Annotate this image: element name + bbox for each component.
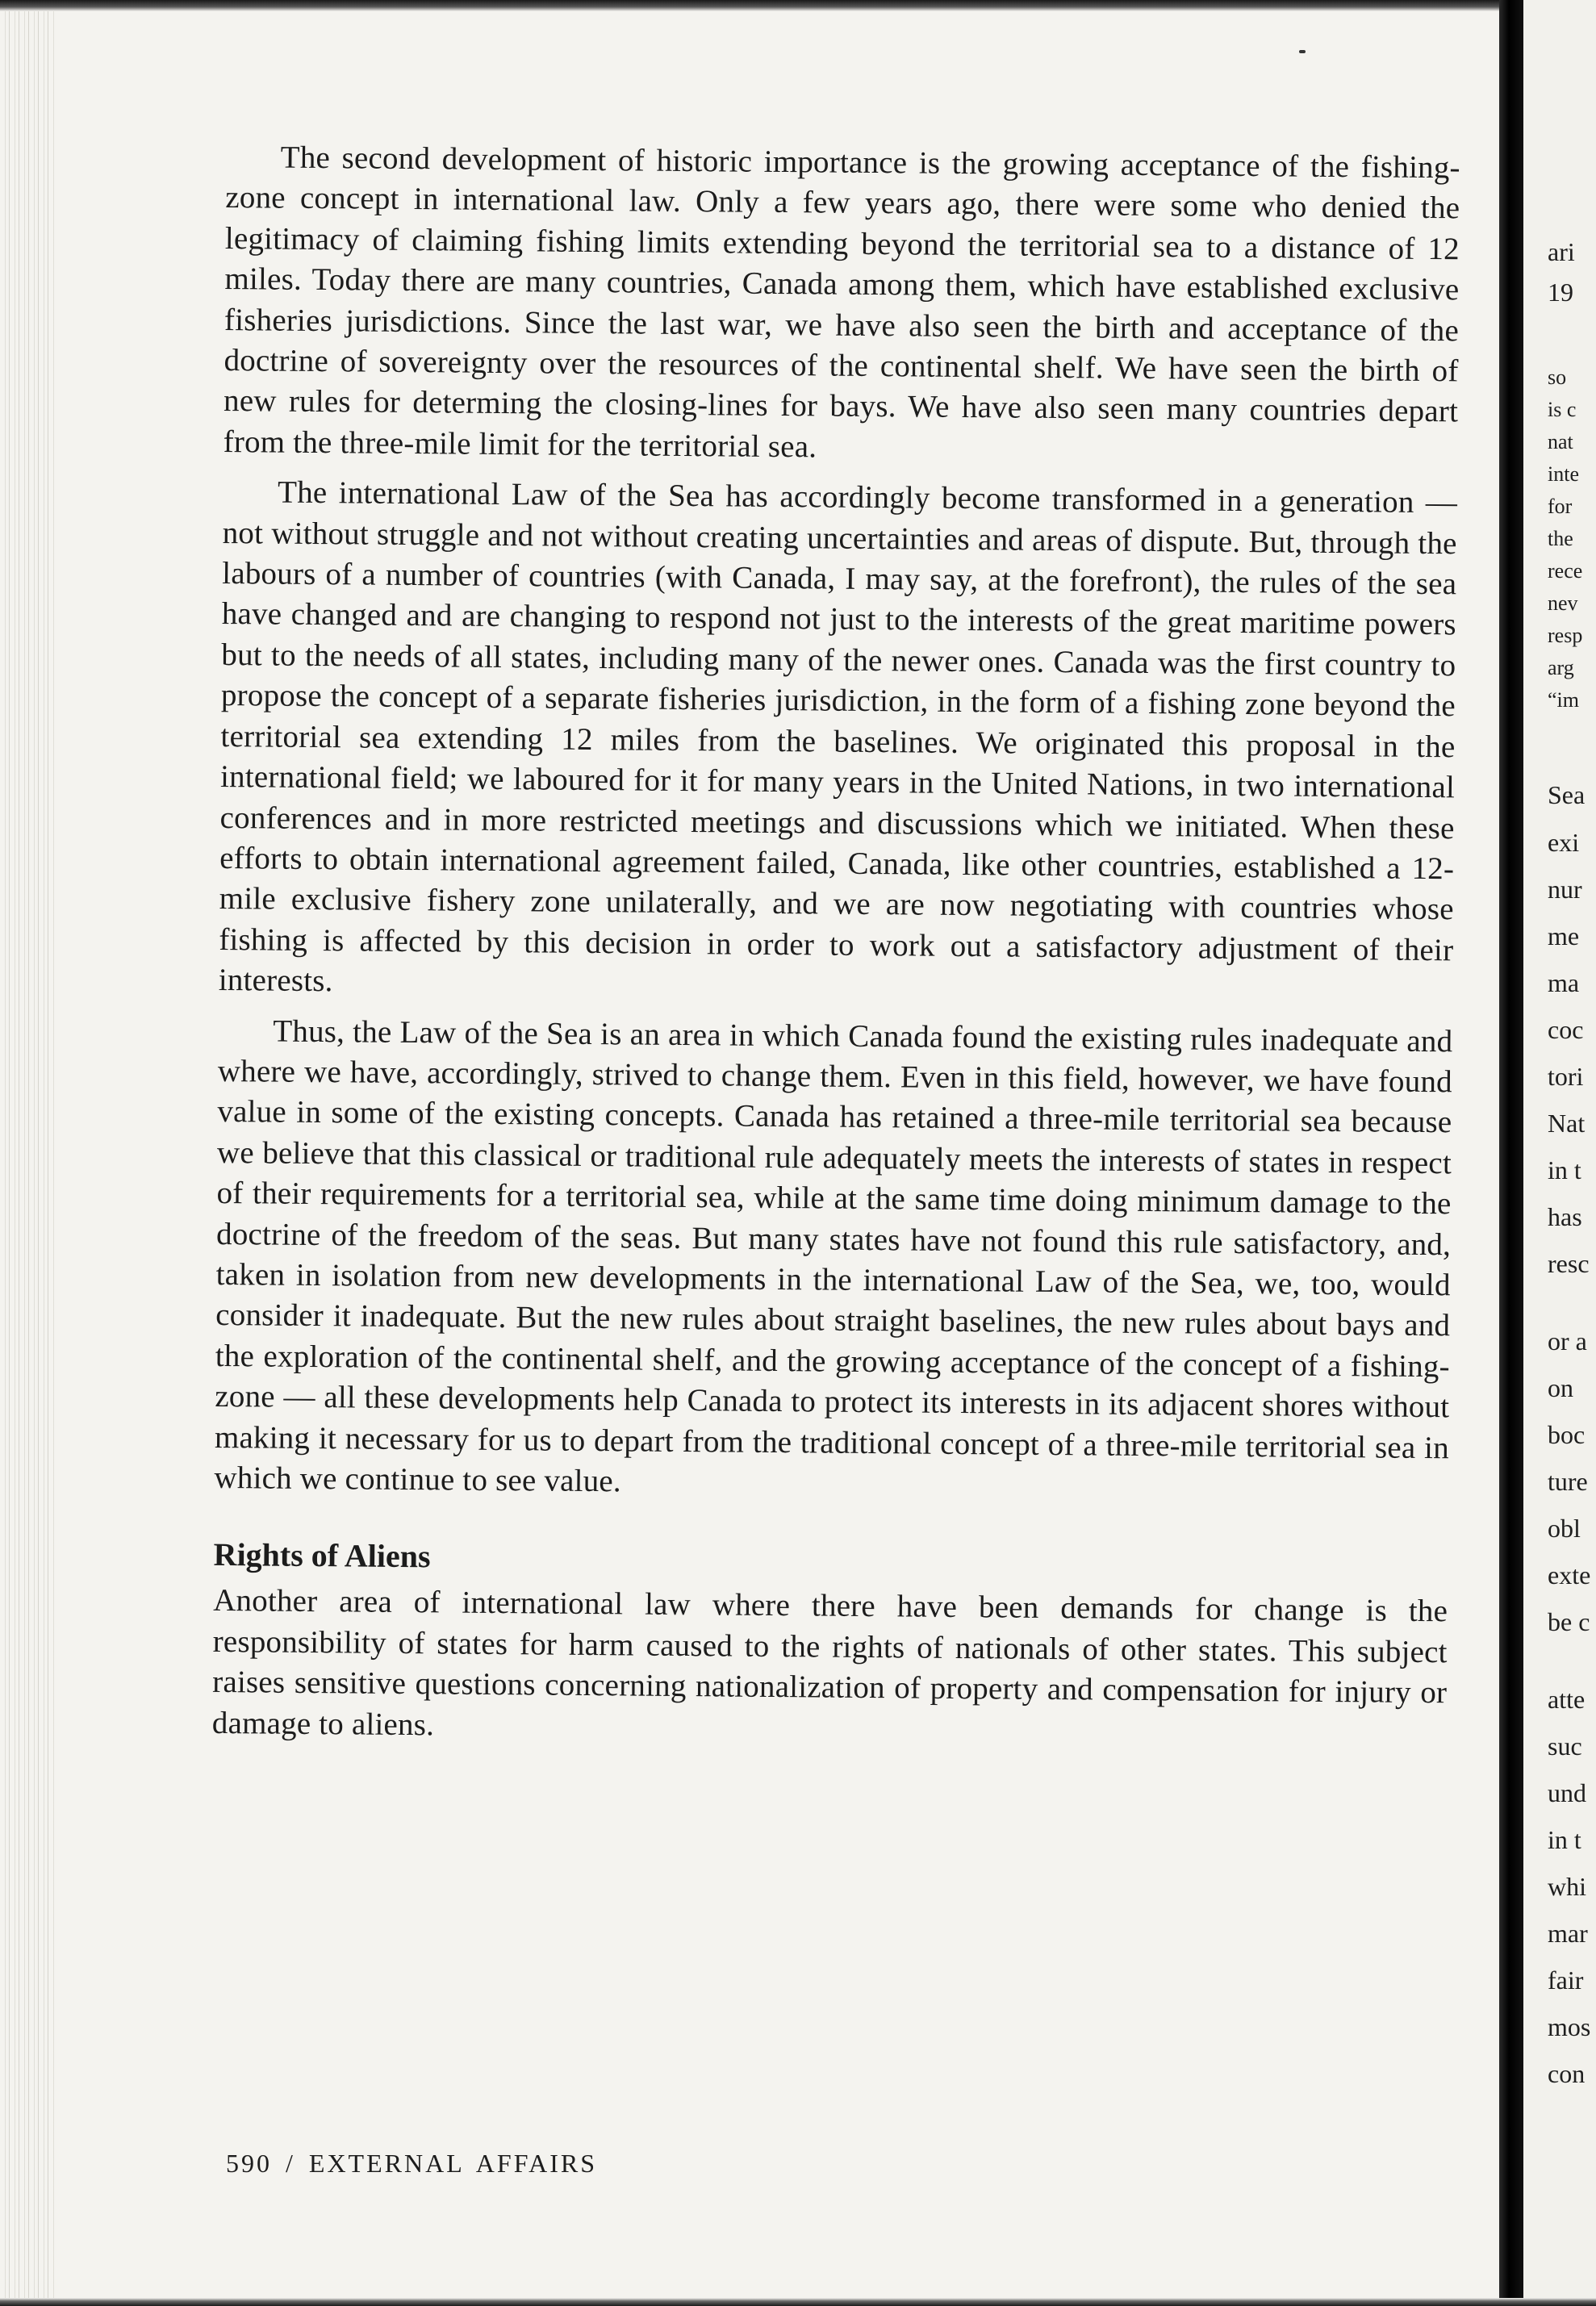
next-page-fragment: ari [1548,237,1575,266]
next-page-fragment: obl [1548,1514,1581,1543]
next-page-fragment: fair [1548,1966,1584,1995]
next-page-fragment: whi [1548,1872,1586,1901]
next-page-fragment: has [1548,1202,1582,1231]
next-page-fragment: exte [1548,1560,1591,1590]
next-page-fragment: coc [1548,1015,1584,1044]
paragraph-fishing-zone: The second development of historic importance is the growing acceptance of the fishing-zone concept in international law. Only a few years ago, there were some who denied the legitimacy of claiming fishing limits extending beyond the territorial sea to a distance of 12 miles. Today there are many countries, Canada among them, which have established exclusive fisheries jurisdictions. Since the last war, we have also seen the birth and acceptance of the doctrine of sovereignty over the resources of the continental shelf. We have seen the birth of new rules for determing the closing-lines for bays. We have also seen many countries depart from the three-mile limit for the territorial sea. [223,140,1460,465]
scan-speck [1299,50,1306,53]
paragraph-rights-of-aliens: Another area of international law where there have been demands for change is the responsibility of states for harm caused to the rights of nationals of other states. This subject raises sensitive questions concerning nationalization of property and compensation for injury or damage to aliens. [211,1583,1448,1742]
paragraph-three-mile-sea: Thus, the Law of the Sea is an area in which Canada found the existing rules inadequate and where we have, accordingly, strived to change them. Even in this field, however, we have found value in some of the existing concepts. Canada has retained a three-mile territorial sea because we believe that this classical or traditional rule adequately meets the interests of states in respect of their requirements for a territorial sea, while at the same time doing minimum damage to the doctrine of the freedom of the seas. But many states have not found this rule satisfactory, and, taken in isolation from new developments in the international Law of the Sea, we, too, would consider it inadequate. But the new rules about straight baselines, the new rules about bays and the exploration of the continental shelf, and the growing acceptance of the concept of a fishing-zone — all these developments help Canada to protect its interests in its adjacent shores without making it necessary for us to depart from the traditional concept of a three-mile territorial sea in which we continue to see value. [214,1013,1453,1499]
next-page-fragment: the [1548,527,1573,550]
next-page-fragment: resc [1548,1249,1590,1278]
next-page-fragment: so [1548,366,1567,389]
paragraph-law-of-sea-transformed: The international Law of the Sea has accordingly become transformed in a generation — not without struggle and not without creating uncertainties and areas of dispute. But, through the labours of a number of countries (with Canada, I may say, at the forefront), the rules of the sea have changed and are changing to respond not just to the interests of the great maritime powers but to the needs of all states, including many of the newer ones. Canada was the first country to propose the concept of a separate fisheries jurisdiction, in the form of a fishing zone beyond the territorial sea extending 12 miles from the baselines. We originated this proposal in the international field; we laboured for it for many years in the United Nations, in two international conferences and in more restricted meetings and discussions which we initiated. When these efforts to obtain international agreement failed, Canada, like other countries, established a 12-mile exclusive fishery zone unilaterally, and we are now negotiating with countries whose fishing is affected by this decision in order to work out a satisfactory adjustment of their interests. [218,474,1458,999]
next-page-fragment: Sea [1548,780,1586,809]
next-page-fragment: for [1548,495,1573,518]
next-page-fragment: in t [1548,1825,1581,1854]
scan-top-border [0,0,1596,11]
next-page-fragment: nev [1548,591,1578,615]
next-page-fragment: nat [1548,430,1573,453]
next-page-fragment: 19 [1548,278,1573,307]
next-page-fragment: atte [1548,1685,1586,1714]
next-page-fragment: con [1548,2059,1586,2088]
next-page-fragment: nur [1548,875,1582,904]
next-page-fragment: on [1548,1373,1573,1402]
next-page-fragment: Nat [1548,1109,1586,1138]
next-page-fragment: und [1548,1778,1586,1807]
next-page-fragment: boc [1548,1420,1586,1449]
binding-edge [0,0,56,2306]
page-folio: 590 / EXTERNAL AFFAIRS [226,2149,598,2178]
next-page-fragment: exi [1548,828,1580,857]
next-page-fragment: is c [1548,398,1577,421]
next-page-fragment: in t [1548,1155,1581,1184]
next-page-fragment: ma [1548,968,1580,997]
next-page-fragment: ture [1548,1467,1588,1496]
adjacent-page-edge [1523,0,1596,2306]
next-page-fragment: be c [1548,1607,1590,1636]
next-page-fragment: mos [1548,2012,1591,2041]
next-page-fragment: rece [1548,559,1583,583]
next-page-fragment: resp [1548,624,1583,647]
next-page-fragment: tori [1548,1062,1584,1091]
scan-bottom-border [0,2298,1596,2306]
next-page-fragment: me [1548,921,1580,950]
next-page-fragment: arg [1548,656,1574,679]
next-page-fragment: suc [1548,1732,1582,1761]
section-heading-rights-of-aliens: Rights of Aliens [213,1536,431,1575]
book-gutter [1499,0,1523,2306]
next-page-fragment: mar [1548,1919,1588,1948]
page-body [212,137,1460,1754]
next-page-fragment: or a [1548,1326,1587,1356]
next-page-fragment: “im [1548,688,1579,712]
next-page-fragment: inte [1548,462,1579,486]
